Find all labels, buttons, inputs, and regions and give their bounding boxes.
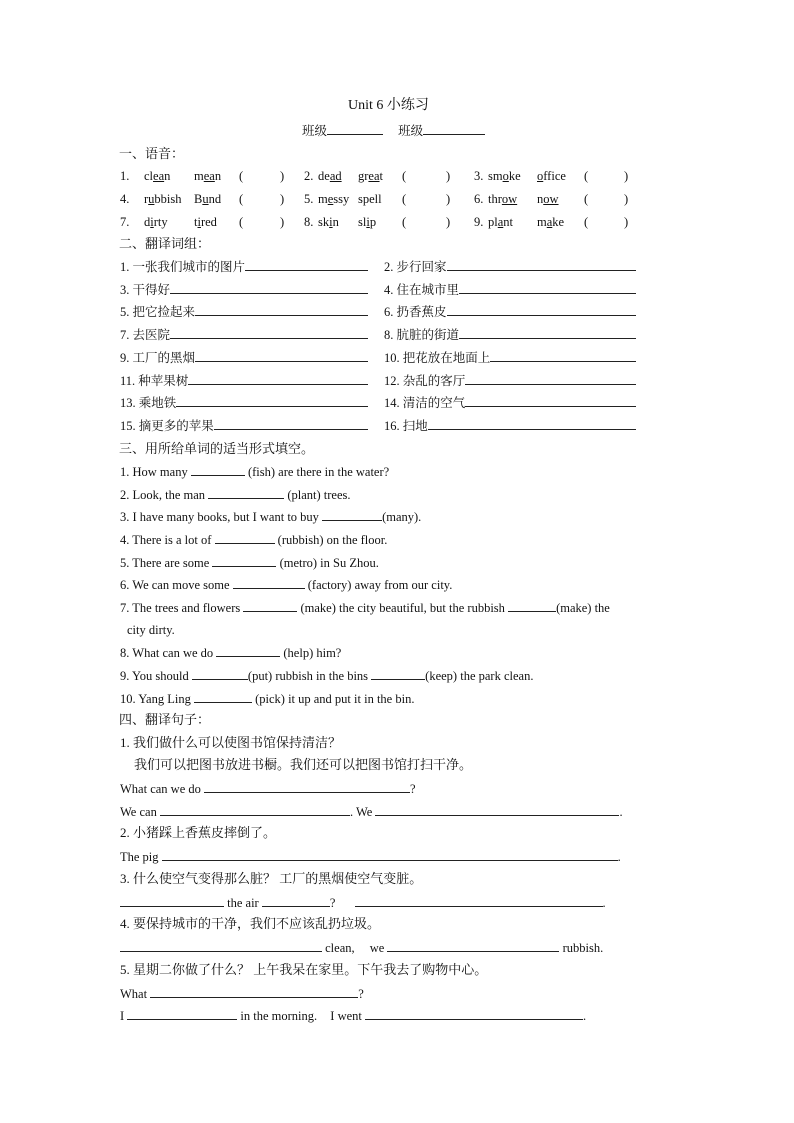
answer-bracket[interactable]: ) xyxy=(624,192,629,206)
phrase-item: 1. 一张我们城市的图片 xyxy=(120,258,368,275)
sentence-5-line-a: What ? xyxy=(120,987,364,1001)
answer-bracket[interactable]: ( xyxy=(239,169,244,183)
fill-item: 1. How many (fish) are there in the water? xyxy=(120,465,390,479)
answer-bracket[interactable]: ) xyxy=(446,215,451,229)
phonics-word: office xyxy=(537,169,566,183)
sentence-4-prompt: 4. 要保持城市的干净，我们不应该乱扔垃圾。 xyxy=(120,916,381,931)
answer-bracket[interactable]: ) xyxy=(280,215,285,229)
sentence-2-line: The pig . xyxy=(120,850,621,864)
phrase-item: 15. 摘更多的苹果 xyxy=(120,417,368,434)
class-label: 班级 xyxy=(302,124,328,138)
fill-item: 2. Look, the man (plant) trees. xyxy=(120,488,351,502)
phrase-answer-blank[interactable] xyxy=(245,258,368,271)
page-title: Unit 6 小练习 xyxy=(348,98,429,113)
phonics-number: 5. xyxy=(304,192,314,206)
answer-bracket[interactable]: ) xyxy=(446,169,451,183)
phonics-word: throw xyxy=(488,192,518,206)
phonics-word: tired xyxy=(194,215,217,229)
answer-bracket[interactable]: ( xyxy=(402,192,407,206)
phrase-answer-blank[interactable] xyxy=(459,326,636,339)
name-label: 班级 xyxy=(398,124,424,138)
phonics-word: dirty xyxy=(144,215,168,229)
answer-bracket[interactable]: ) xyxy=(280,169,285,183)
section-phrases-heading: 二、翻译词组： xyxy=(119,236,211,251)
fill-item: 6. We can move some (factory) away from our city. xyxy=(120,578,453,592)
phonics-number: 4. xyxy=(120,192,130,206)
phonics-word: mean xyxy=(194,169,222,183)
phrase-answer-blank[interactable] xyxy=(195,349,368,362)
phrase-item: 13. 乘地铁 xyxy=(120,394,368,411)
phonics-word: skin xyxy=(318,215,339,229)
answer-bracket[interactable]: ) xyxy=(624,215,629,229)
fill-item: 4. There is a lot of (rubbish) on the floor. xyxy=(120,533,388,547)
phrase-item: 11. 种苹果树 xyxy=(120,372,368,389)
phonics-number: 8. xyxy=(304,215,314,229)
phonics-number: 7. xyxy=(120,215,130,229)
header-line xyxy=(302,122,485,139)
fill-item: 3. I have many books, but I want to buy (many). xyxy=(120,510,422,524)
answer-bracket[interactable]: ( xyxy=(239,192,244,206)
phrase-answer-blank[interactable] xyxy=(214,417,368,430)
phrase-item: 14. 清洁的空气 xyxy=(384,394,636,411)
answer-bracket[interactable]: ( xyxy=(584,215,589,229)
phonics-number: 2. xyxy=(304,169,314,183)
phrase-answer-blank[interactable] xyxy=(428,417,636,430)
phrase-answer-blank[interactable] xyxy=(465,394,636,407)
sentence-2-prompt: 2. 小猪踩上香蕉皮摔倒了。 xyxy=(120,825,277,840)
answer-bracket[interactable]: ) xyxy=(446,192,451,206)
fill-item: 5. There are some (metro) in Su Zhou. xyxy=(120,556,379,570)
answer-bracket[interactable]: ) xyxy=(624,169,629,183)
sentence-5-prompt: 5. 星期二你做了什么？ 上午我呆在家里。下午我去了购物中心。 xyxy=(120,962,488,977)
answer-bracket[interactable]: ( xyxy=(584,192,589,206)
phrase-answer-blank[interactable] xyxy=(490,349,636,362)
phrase-answer-blank[interactable] xyxy=(170,281,368,294)
fill-item: 9. You should (put) rubbish in the bins (keep) the park clean. xyxy=(120,669,534,683)
phrase-item: 2. 步行回家 xyxy=(384,258,636,275)
phrase-item: 16. 扫地 xyxy=(384,417,636,434)
phrase-answer-blank[interactable] xyxy=(188,372,368,385)
phrase-item: 8. 肮脏的街道 xyxy=(384,326,636,343)
phrase-item: 4. 住在城市里 xyxy=(384,281,636,298)
phrase-item: 10. 把花放在地面上 xyxy=(384,349,636,366)
section-sentences-heading: 四、翻译句子： xyxy=(119,712,211,727)
phrase-item: 3. 干得好 xyxy=(120,281,368,298)
section-phonics-heading: 一、语音： xyxy=(119,146,185,161)
phonics-word: plant xyxy=(488,215,514,229)
answer-bracket[interactable]: ( xyxy=(402,169,407,183)
name-blank[interactable] xyxy=(423,122,485,135)
sentence-1-prompt: 1. 我们做什么可以使图书馆保持清洁？ xyxy=(120,735,342,750)
phrase-answer-blank[interactable] xyxy=(170,326,368,339)
phrase-item: 5. 把它捡起来 xyxy=(120,303,368,320)
answer-bracket[interactable]: ( xyxy=(239,215,244,229)
sentence-1-line-a: What can we do ? xyxy=(120,782,416,796)
phonics-word: now xyxy=(537,192,559,206)
sentence-3-line: the air ? . xyxy=(120,894,606,911)
fill-item: 8. What can we do (help) him? xyxy=(120,646,342,660)
phonics-number: 1. xyxy=(120,169,130,183)
phonics-word: rubbish xyxy=(144,192,182,206)
phrase-item: 9. 工厂的黑烟 xyxy=(120,349,368,366)
answer-bracket[interactable]: ( xyxy=(584,169,589,183)
phrase-answer-blank[interactable] xyxy=(176,394,368,407)
phrase-answer-blank[interactable] xyxy=(465,372,636,385)
phonics-word: slip xyxy=(358,215,377,229)
fill-item-cont: city dirty. xyxy=(127,623,175,637)
phonics-word: great xyxy=(358,169,384,183)
fill-item: 7. The trees and flowers (make) the city beautiful, but the rubbish (make) the xyxy=(120,601,610,615)
phrase-item: 6. 扔香蕉皮 xyxy=(384,303,636,320)
sentence-1-prompt-b: 我们可以把图书放进书橱。我们还可以把图书馆打扫干净。 xyxy=(134,757,473,772)
phonics-word: dead xyxy=(318,169,342,183)
sentence-1-line-b: We can . We . xyxy=(120,805,623,819)
sentence-5-line-b: I in the morning. I went . xyxy=(120,1009,587,1023)
phonics-word: make xyxy=(537,215,565,229)
phonics-word: messy xyxy=(318,192,350,206)
phonics-number: 6. xyxy=(474,192,484,206)
phrase-answer-blank[interactable] xyxy=(447,303,636,316)
phrase-answer-blank[interactable] xyxy=(195,303,368,316)
phonics-word: spell xyxy=(358,192,382,206)
phonics-number: 9. xyxy=(474,215,484,229)
phrase-answer-blank[interactable] xyxy=(447,258,636,271)
phrase-item: 12. 杂乱的客厅 xyxy=(384,372,636,389)
phonics-word: clean xyxy=(144,169,171,183)
fill-item: 10. Yang Ling (pick) it up and put it in the bin. xyxy=(120,692,415,706)
phonics-number: 3. xyxy=(474,169,484,183)
phonics-word: Bund xyxy=(194,192,222,206)
answer-bracket[interactable]: ) xyxy=(280,192,285,206)
phrase-item: 7. 去医院 xyxy=(120,326,368,343)
sentence-4-line: clean, we rubbish. xyxy=(120,939,603,956)
sentence-3-prompt: 3. 什么使空气变得那么脏？ 工厂的黑烟使空气变脏。 xyxy=(120,871,423,886)
phrase-answer-blank[interactable] xyxy=(459,281,636,294)
phonics-word: smoke xyxy=(488,169,521,183)
class-blank[interactable] xyxy=(327,122,383,135)
answer-bracket[interactable]: ( xyxy=(402,215,407,229)
section-fill-heading: 三、用所给单词的适当形式填空。 xyxy=(119,441,315,456)
